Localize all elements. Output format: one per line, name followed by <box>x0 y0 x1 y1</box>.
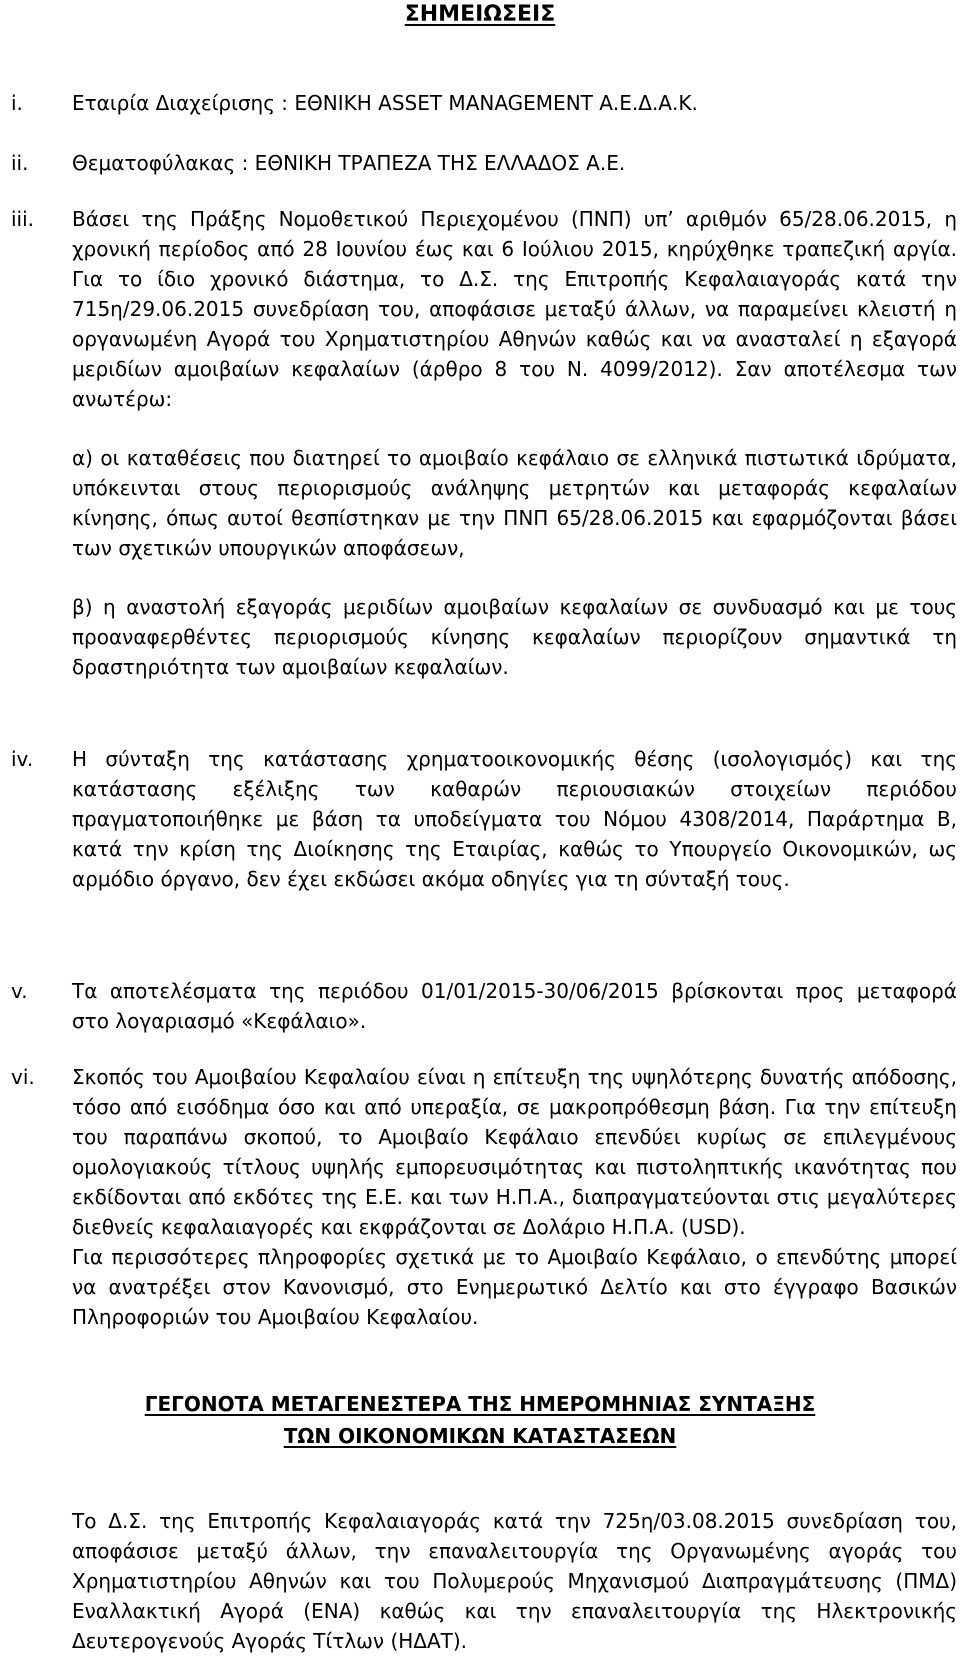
page-title: ΣΗΜΕΙΩΣΕΙΣ <box>404 2 556 27</box>
note-number-i: i. <box>11 91 23 115</box>
note-number-v: v. <box>11 979 28 1003</box>
note-text-iii <box>72 204 957 682</box>
subsequent-events-heading-line1: ΓΕΓΟΝΟΤΑ ΜΕΤΑΓΕΝΕΣΤΕΡΑ ΤΗΣ ΗΜΕΡΟΜΗΝΙΑΣ ΣΥΝΤΑΞΗΣ <box>144 1392 816 1416</box>
note-text-v: Τα αποτελέσματα της περιόδου 01/01/2015-30/06/2015 βρίσκονται προς μεταφορά στο λογαριασμό «Κεφάλαιο». <box>72 979 957 1033</box>
subsequent-events-heading-line2: ΤΩΝ ΟΙΚΟΝΟΜΙΚΩΝ ΚΑΤΑΣΤΑΣΕΩΝ <box>283 1424 677 1448</box>
note-number-ii: ii. <box>11 151 29 175</box>
subsequent-events-text: Το Δ.Σ. της Επιτροπής Κεφαλαιαγοράς κατά την 725η/03.08.2015 συνεδρίαση του, αποφάσισε μεταξύ άλλων, την επαναλειτουργία της Οργανωμένης αγοράς του Χρηματιστηρίου Αθηνών και του Πολυμερούς Μηχανισμού Διαπραγμάτευσης (ΠΜΔ) Εναλλακτική Αγορά (ΕΝΑ) καθώς και την επαναλειτουργία της Ηλεκτρονικής Δευτερογενούς Αγοράς Τίτλων (ΗΔΑΤ). <box>72 1509 957 1653</box>
note-text-i: Εταιρία Διαχείρισης : ΕΘΝΙΚΗ ASSET MANAGEMENT Α.Ε.Δ.Α.Κ. <box>72 91 698 115</box>
note-vi-paragraph-info: Για περισσότερες πληροφορίες σχετικά με το Αμοιβαίο Κεφάλαιο, ο επενδύτης μπορεί να ανατρέξει στον Κανονισμό, στο Ενημερωτικό Δελτίο και στο έγγραφο Βασικών Πληροφοριών του Αμοιβαίου Κεφαλαίου. <box>72 1245 957 1329</box>
note-text-vi <box>72 1062 957 1332</box>
subsequent-events-heading <box>0 1388 960 1452</box>
note-vi-paragraph-objective: Σκοπός του Αμοιβαίου Κεφαλαίου είναι η επίτευξη της υψηλότερης δυνατής απόδοσης, τόσο από εισόδημα όσο και από υπεραξία, σε μακροπρόθεσμη βάση. Για την επίτευξη του παραπάνω σκοπού, το Αμοιβαίο Κεφάλαιο επενδύει κυρίως σε επιλεγμένους ομολογιακούς τίτλους υψηλής εμπορευσιμότητας και πιστοληπτικής ικανότητας που εκδίδονται από εκδότες της Ε.Ε. και των Η.Π.Α., διαπραγματεύονται στις μεγαλύτερες διεθνείς κεφαλαιαγορές και εκφράζονται σε Δολάριο Η.Π.Α. (USD). <box>72 1065 957 1239</box>
note-number-iii: iii. <box>11 207 35 231</box>
note-text-ii: Θεματοφύλακας : ΕΘΝΙΚΗ ΤΡΑΠΕΖΑ ΤΗΣ ΕΛΛΑΔΟΣ Α.Ε. <box>72 151 626 175</box>
note-number-vi: vi. <box>11 1065 35 1089</box>
note-number-iv: iv. <box>11 747 34 771</box>
note-text-iv: Η σύνταξη της κατάστασης χρηματοοικονομικής θέσης (ισολογισμός) και της κατάστασης εξέλιξης των καθαρών περιουσιακών στοιχείων περιόδου πραγματοποιήθηκε με βάση τα υποδείγματα του Νόμου 4308/2014, Παράρτημα Β, κατά την κρίση της Διοίκησης της Εταιρίας, καθώς το Υπουργείο Οικονομικών, ως αρμόδιο όργανο, δεν έχει εκδώσει ακόμα οδηγίες για τη σύνταξή τους. <box>72 747 957 891</box>
note-iii-paragraph-a: α) οι καταθέσεις που διατηρεί το αμοιβαίο κεφάλαιο σε ελληνικά πιστωτικά ιδρύματα, υπόκεινται στους περιορισμούς ανάληψης μετρητών και μεταφοράς κεφαλαίων κίνησης, όπως αυτοί θεσπίστηκαν με την ΠΝΠ 65/28.06.2015 και εφαρμόζονται βάσει των σχετικών υπουργικών αποφάσεων, <box>72 446 957 560</box>
note-iii-paragraph-main: Βάσει της Πράξης Νομοθετικού Περιεχομένου (ΠΝΠ) υπ’ αριθμόν 65/28.06.2015, η χρονική περίοδος από 28 Ιουνίου έως και 6 Ιούλιου 2015, κηρύχθηκε τραπεζική αργία. Για το ίδιο χρονικό διάστημα, το Δ.Σ. της Επιτροπής Κεφαλαιαγοράς κατά την 715η/29.06.2015 συνεδρίαση του, αποφάσισε μεταξύ άλλων, να παραμείνει κλειστή η οργανωμένη Αγορά του Χρηματιστηρίου Αθηνών καθώς και να ανασταλεί η εξαγορά μεριδίων αμοιβαίων κεφαλαίων (άρθρο 8 του Ν. 4099/2012). Σαν αποτέλεσμα των ανωτέρω: <box>72 207 957 411</box>
note-iii-paragraph-b: β) η αναστολή εξαγοράς μεριδίων αμοιβαίων κεφαλαίων σε συνδυασμό και με τους προαναφερθέντες περιορισμούς κίνησης κεφαλαίων περιορίζουν σημαντικά τη δραστηριότητα των αμοιβαίων κεφαλαίων. <box>72 595 957 679</box>
